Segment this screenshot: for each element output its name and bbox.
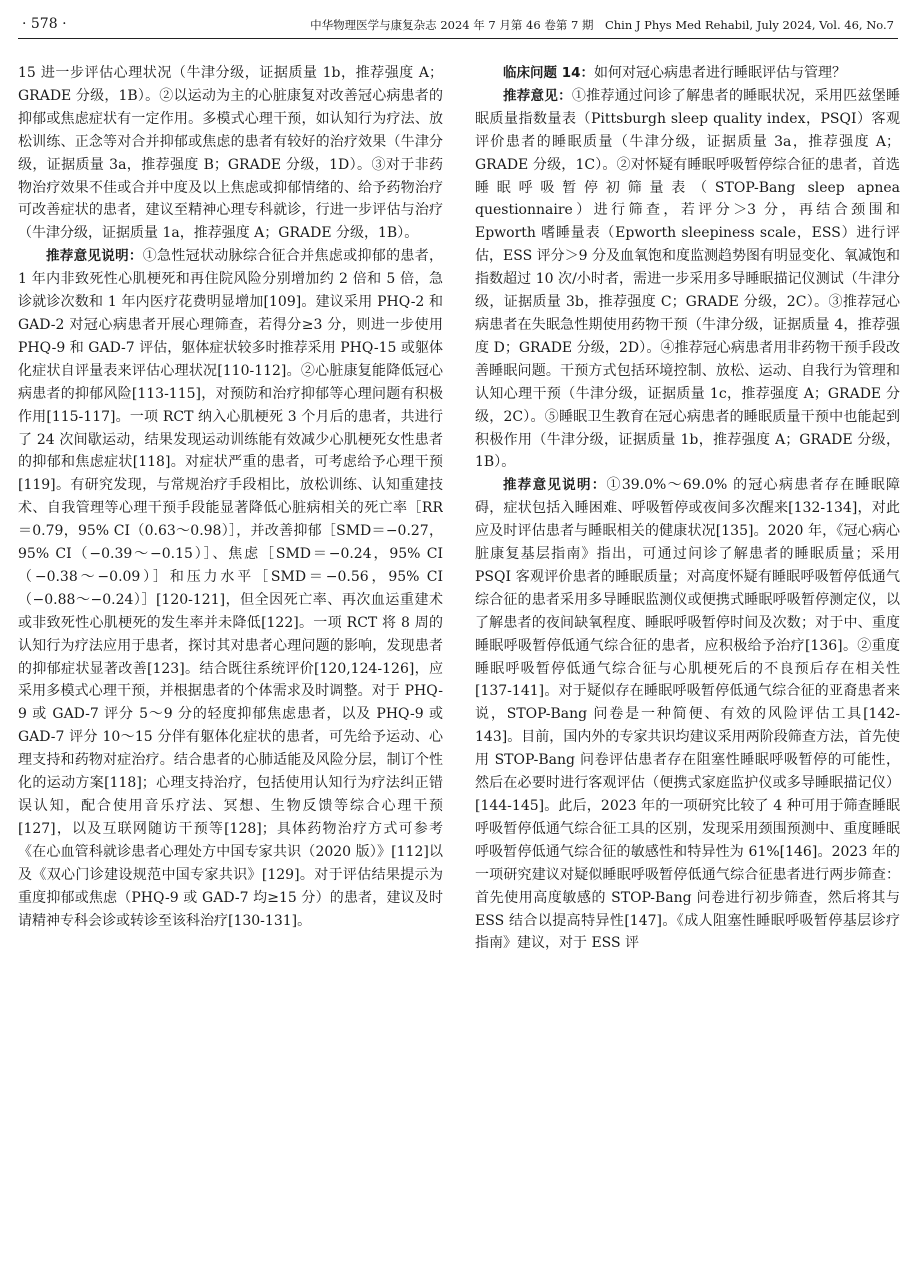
question-label: 临床问题 14： — [503, 65, 594, 81]
recommendation-label: 推荐意见： — [503, 87, 572, 104]
paragraph-sleep-explanation — [475, 474, 900, 955]
explanation-label: 推荐意见说明： — [46, 248, 143, 265]
sleep-explanation-text: ①39.0%～69.0% 的冠心病患者存在睡眠障碍，症状包括入睡困难、呼吸暂停或夜间多次醒来[132-134]，对此应及时评估患者与睡眠相关的健康状况[135]。2020 年，《冠心病心脏康复基层指南》指出，可通过问诊了解患者的睡眠质量；采用 PSQI 客观评价患者的睡眠质量；对高度怀疑有睡眠呼吸暂停低通气综合征的患者采用多导睡眠监测仪或便携式睡眠呼吸暂停测定仪，以了解患者的夜间缺氧程度、睡眠呼吸暂停时间及次数；对于中、重度睡眠呼吸暂停低通气综合征的患者，应积极给予治疗[136]。②重度睡眠呼吸暂停低通气综合征与心肌梗死后的不良预后存在相关性[137-141]。对于疑似存在睡眠呼吸暂停低通气综合征的亚裔患者来说，STOP-Bang 问卷是一种简便、有效的风险评估工具[142-143]。目前，国内外的专家共识均建议采用两阶段筛查方法，首先使用 STOP-Bang 问卷评估患者存在阻塞性睡眠呼吸暂停的可能性，然后在必要时进行客观评估（便携式家庭监护仪或多导睡眠描记仪）[144-145]。此后，2023 年的一项研究比较了 4 种可用于筛查睡眠呼吸暂停低通气综合征工具的区别，发现采用颈围预测中、重度睡眠呼吸暂停低通气综合征的敏感性和特异性为 61%[146]。2023 年的一项研究建议对疑似睡眠呼吸暂停低通气综合征患者进行两步筛查：首先使用高度敏感的 STOP-Bang 问卷进行初步筛查，然后将其与 ESS 结合以提高特异性[147]。《成人阻塞性睡眠呼吸暂停基层诊疗指南》建议，对于 ESS 评 — [475, 477, 900, 952]
page-number: · 578 · — [22, 16, 67, 32]
paragraph-recommendation-continued: 15 进一步评估心理状况（牛津分级，证据质量 1b，推荐强度 A；GRADE 分级，1B）。②以运动为主的心脏康复对改善冠心病患者的抑郁或焦虑症状有一定作用。多模式心理干预，如认知行为疗法、放松训练、正念等对合并抑郁或焦虑的患者有较好的治疗效果（牛津分级，证据质量 3a，推荐强度 B；GRADE 分级，1D）。③对于非药物治疗效果不佳或合并中度及以上焦虑或抑郁情绪的、给予药物治疗可改善症状的患者，建议至精神心理专科就诊，行进一步评估与治疗（牛津分级，证据质量 1a，推荐强度 A；GRADE 分级，1B）。 — [18, 65, 443, 242]
clinical-question-heading — [475, 62, 900, 85]
right-column — [475, 62, 900, 1272]
explanation-text: ①急性冠状动脉综合征合并焦虑或抑郁的患者，1 年内非致死性心肌梗死和再住院风险分别增加约 2 倍和 5 倍，急诊就诊次数和 1 年内医疗花费明显增加[109]。建议采用 PHQ-2 和 GAD-2 对冠心病患者开展心理筛查，若得分≥3 分，则进一步使用 PHQ-9 和 GAD-7 评估，躯体症状较多时推荐采用 PHQ-15 或躯体化症状自评量表来评估心理状况[110-112]。②心脏康复能降低冠心病患者的抑郁风险[113-115]，对预防和治疗抑郁等心理问题有积极作用[115-117]。一项 RCT 纳入心肌梗死 3 个月后的患者，共进行了 24 次间歇运动，结果发现运动训练能有效减少心肌梗死女性患者的抑郁和焦虑症状[118]。对症状严重的患者，可考虑给予心理干预[119]。有研究发现，与常规治疗手段相比，放松训练、认知重建技术、自我管理等心理干预手段能显著降低心脏病相关的死亡率［RR＝0.79，95% CI（0.63～0.98）］，并改善抑郁［SMD＝−0.27，95% CI（−0.39～−0.15）］、焦虑［SMD＝−0.24，95% CI（−0.38～−0.09）］和压力水平［SMD＝−0.56，95% CI（−0.88～−0.24）］[120-121]，但全因死亡率、再次血运重建术或非致死性心肌梗死的发生率并未降低[122]。一项 RCT 将 8 周的认知行为疗法应用于患者，探讨其对患者心理问题的影响，发现患者的抑郁症状显著改善[123]。结合既往系统评价[120,124-126]，应采用多模式心理干预，并根据患者的个体需求及时调整。对于 PHQ-9 或 GAD-7 评分 5～9 分的轻度抑郁焦虑患者，以及 PHQ-9 或 GAD-7 评分 10～15 分伴有躯体化症状的患者，可先给予运动、心理支持和药物对症治疗。结合患者的心肺适能及风险分层，制订个性化的运动方案[118]；心理支持治疗，包括使用认知行为疗法纠正错误认知，配合使用音乐疗法、冥想、生物反馈等综合心理干预[127]，以及互联网随访干预等[128]；具体药物治疗方式可参考《在心血管科就诊患者心理处方中国专家共识（2020 版）》[112]以及《双心门诊建设规范中国专家共识》[129]。对于评估结果提示为重度抑郁或焦虑（PHQ-9 或 GAD-7 均≥15 分）的患者，建议及时请精神专科会诊或转诊至该科治疗[130-131]。 — [18, 248, 443, 929]
question-text: 如何对冠心病患者进行睡眠评估与管理？ — [594, 65, 846, 81]
paragraph-recommendation — [475, 85, 900, 474]
recommendation-text: ①推荐通过问诊了解患者的睡眠状况，采用匹兹堡睡眠质量指数量表（Pittsburgh sleep quality index，PSQI）客观评价患者的睡眠质量（牛津分级，证据质量 3a，推荐强度 A；GRADE 分级，1C）。②对怀疑有睡眠呼吸暂停综合征的患者，首选睡眠呼吸暂停初筛量表（STOP-Bang sleep apnea questionnaire）进行筛查，若评分＞3 分，再结合颈围和 Epworth 嗜睡量表（Epworth sleepiness scale，ESS）进行评估，ESS 评分＞9 分及血氧饱和度监测趋势图有明显变化、氧减饱和指数超过 10 次/小时者，需进一步采用多导睡眠描记仪测试（牛津分级，证据质量 3b，推荐强度 C；GRADE 分级，2C）。③推荐冠心病患者在失眠急性期使用药物干预（牛津分级，证据质量 4，推荐强度 D；GRADE 分级，2D）。④推荐冠心病患者用非药物干预手段改善睡眠问题。干预方式包括环境控制、放松、运动、自我行为管理和认知心理干预（牛津分级，证据质量 1c，推荐强度 A；GRADE 分级，2C）。⑤睡眠卫生教育在冠心病患者的睡眠质量干预中也能起到积极作用（牛津分级，证据质量 1b，推荐强度 A；GRADE 分级，1B）。 — [475, 87, 900, 471]
paragraph-recommendation-explanation — [18, 245, 443, 932]
left-column — [18, 62, 443, 1272]
running-header — [18, 12, 898, 39]
sleep-explanation-label: 推荐意见说明： — [503, 477, 607, 494]
journal-running-title: 中华物理医学与康复杂志 2024 年 7 月第 46 卷第 7 期 Chin J Phys Med Rehabil, July 2024, Vol. 46, No.7 — [310, 18, 894, 32]
